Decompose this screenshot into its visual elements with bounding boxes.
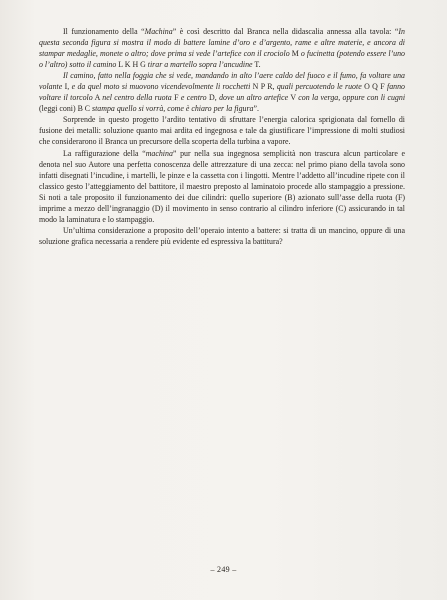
text-run: F xyxy=(171,93,181,103)
italic-text-run: e da quel moto si muovono vicendevolmente li rocchetti xyxy=(71,82,251,92)
italic-text-run: tirar a martello sopra l’ancudine xyxy=(147,60,253,70)
text-run: ” pur nella sua ingegnosa semplicità non trascura alcun particolare e denota nel suo Autore una perfetta conoscenza delle attrezzature di una zecca: nel primo piano della tavola sono infatti disegnati l’incudine, i martelli, le pinze e la cassetta con i lingotti. Mentre l’addetto all’incudine ripete con il classico gesto l’atteggiamento del battitore, il maestro preposto al laminatoio procede allo stampaggio a pressione. Si noti a tale proposito il funzionamento dei due cilindri: quello superiore (B) azionato sull’asse della ruota (F) imprime a mezzo dell’ingranaggio (D) il movimento in senso contrario al cilindro inferiore (C) assicurando in tal modo la laminatura e lo stampaggio. xyxy=(39,148,406,224)
text-run: O Q F xyxy=(361,82,388,92)
page-number: – 249 – xyxy=(210,565,237,574)
paragraph xyxy=(39,225,405,247)
text-run: A xyxy=(92,93,103,103)
italic-text-run: Il camino, fatto nella foggia che si vede, mandando in alto l’aere caldo del fuoco e il fumo, fa voltare una volante xyxy=(39,71,405,92)
italic-text-run: quali percuotendo le ruote xyxy=(276,82,362,92)
text-run: D, xyxy=(206,93,220,103)
text-run: (leggi coni) B C xyxy=(39,104,93,114)
italic-text-run: nel centro della ruota xyxy=(102,93,172,103)
italic-text-run: machina xyxy=(145,148,173,158)
text-run: ” è così descritto dal Branca nella didascalia annessa alla tavola: “ xyxy=(172,27,399,36)
text-run: N P R, xyxy=(250,82,277,92)
italic-text-run: dove un altro artefice xyxy=(219,93,289,103)
italic-text-run: In questa seconda figura si mostra il modo di battere lamine d’oro e d’argento, rame e altre materie, e ancora di stampar medaglie, monete o altro; dove prima si vede l’artefice con il crociolo xyxy=(39,27,405,59)
italic-text-run: stampa quello si vorrà, come è chiaro per la figura xyxy=(92,104,254,114)
italic-text-run: e centro xyxy=(180,93,207,103)
text-run: La raffigurazione della “ xyxy=(63,148,146,158)
paragraph xyxy=(39,114,405,147)
text-run: T. xyxy=(252,60,261,70)
italic-text-run: fanno voltare il torcolo xyxy=(39,82,405,103)
body-text xyxy=(39,26,405,247)
text-run: ”. xyxy=(253,104,259,114)
text-run: V xyxy=(288,93,299,103)
italic-text-run: Machina xyxy=(144,27,173,36)
text-run: Sorprende in questo progetto l’ardito tentativo di sfruttare l’energia calorica sprigionata dal fornello di fusione dei metalli: soluzione quanto mai ardita ed ingegnosa e tale da giustificare l’impressione di molti studiosi che considerarono il Branca un precursore della scoperta della turbina a vapore. xyxy=(39,115,405,147)
text-run: I, xyxy=(62,82,72,92)
italic-text-run: o fucinetta (potendo essere l’uno o l’altro) sotto il camino xyxy=(39,49,405,70)
text-run: L K H G xyxy=(116,60,148,70)
text-run: Il funzionamento della “ xyxy=(63,27,145,36)
text-run: Un’ultima considerazione a proposito dell’operaio intento a battere: si tratta di un mancino, oppure di una soluzione grafica necessaria a rendere più evidente ed espressiva la battitura? xyxy=(39,225,405,246)
paragraph xyxy=(39,26,405,70)
italic-text-run: con la verga, oppure con li cugni xyxy=(298,93,406,103)
paragraph xyxy=(39,148,405,225)
text-run: M xyxy=(289,49,301,59)
paragraph xyxy=(39,70,405,114)
